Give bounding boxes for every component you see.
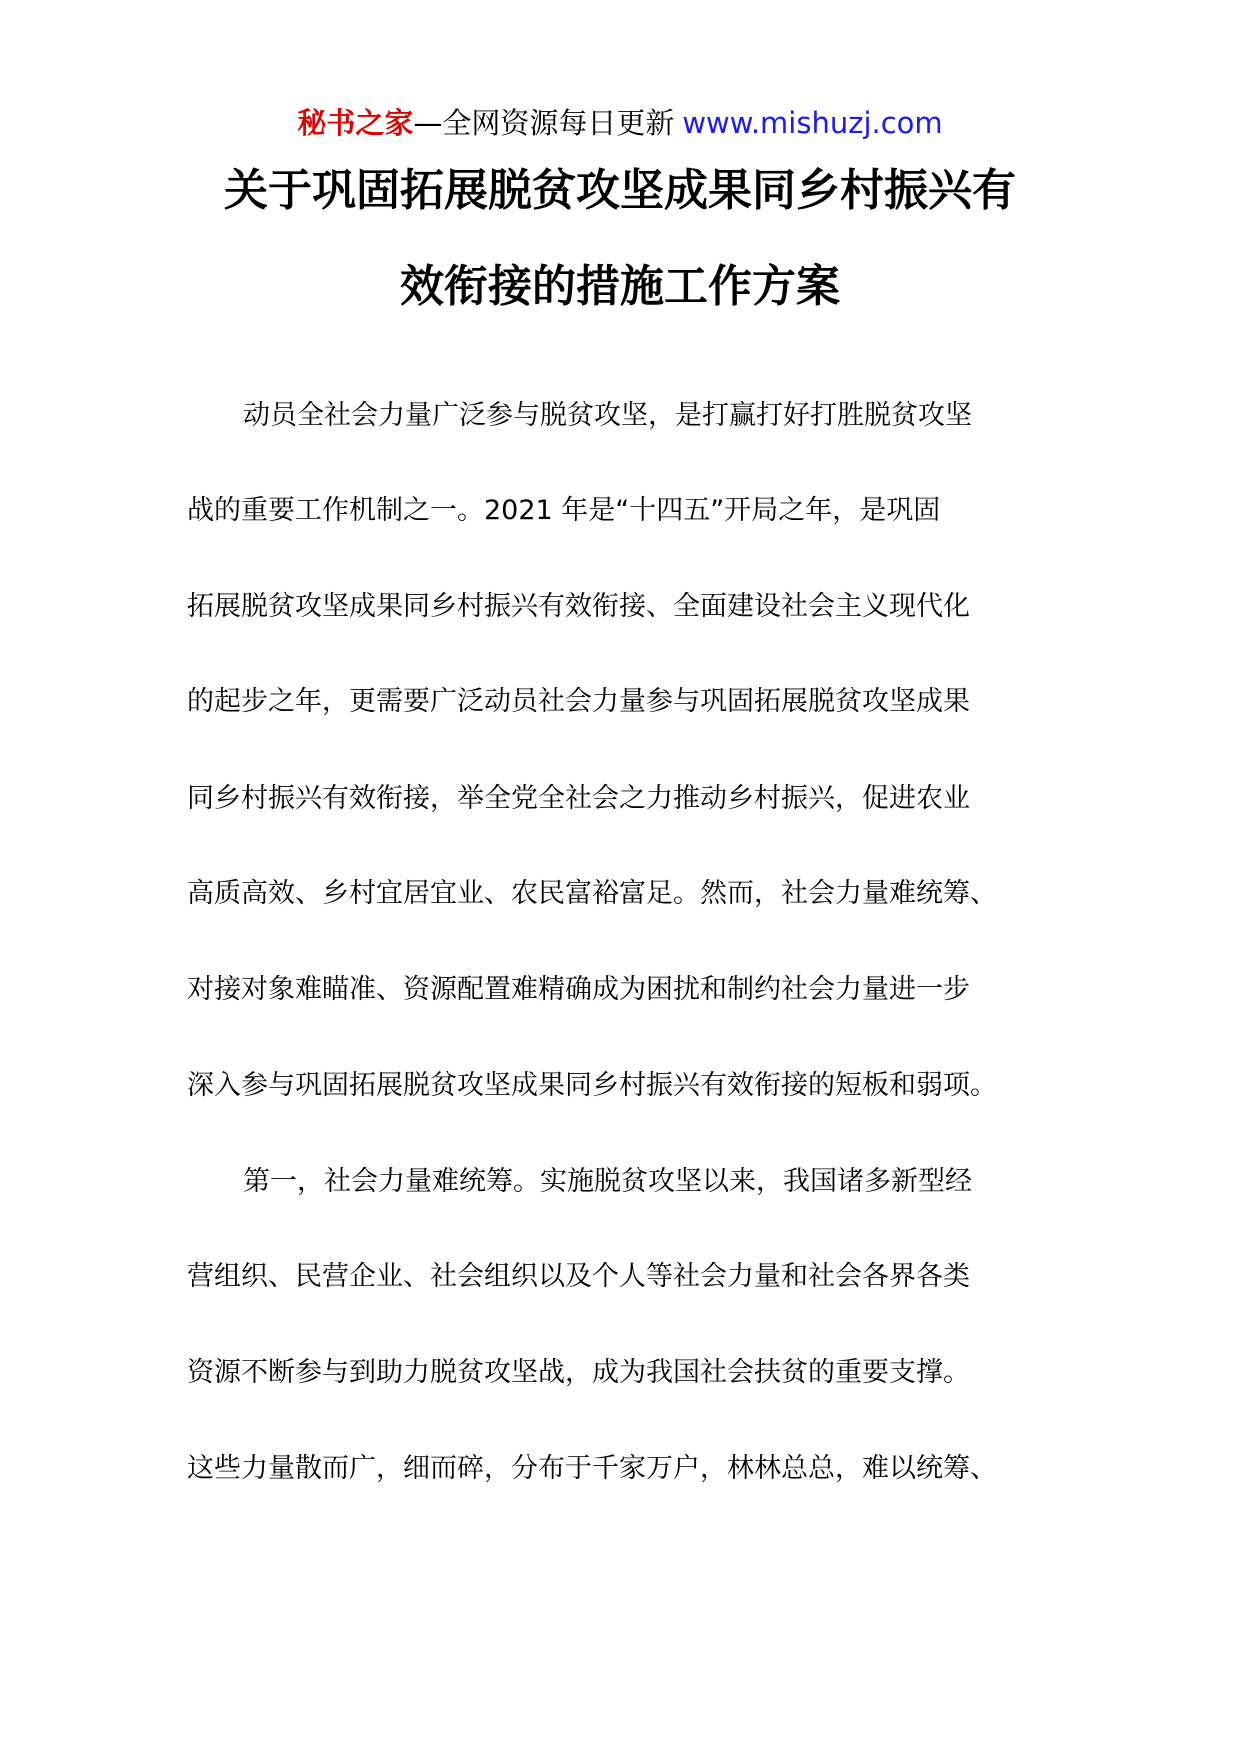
body-line: 营组织、民营企业、社会组织以及个人等社会力量和社会各界各类 [187,1261,970,1292]
body-line: 高质高效、乡村宜居宜业、农民富裕富足。然而，社会力量难统筹、 [187,878,997,909]
body-line: 第一，社会力量难统筹。实施脱贫攻坚以来，我国诸多新型经 [243,1166,972,1197]
document-title-line-2: 效衔接的措施工作方案 [400,261,840,312]
site-tagline: —全网资源每日更新 [413,106,675,140]
site-url-link[interactable]: www.mishuzj.com [682,106,943,140]
body-line: 深入参与巩固拓展脱贫攻坚成果同乡村振兴有效衔接的短板和弱项。 [187,1070,997,1101]
body-line: 对接对象难瞄准、资源配置难精确成为困扰和制约社会力量进一步 [187,974,970,1005]
body-line: 战的重要工作机制之一。2021 年是“十四五”开局之年，是巩固 [187,495,941,526]
body-line: 拓展脱贫攻坚成果同乡村振兴有效衔接、全面建设社会主义现代化 [187,591,970,622]
body-line: 动员全社会力量广泛参与脱贫攻坚，是打赢打好打胜脱贫攻坚 [243,400,972,431]
site-header [0,103,1240,143]
body-line: 这些力量散而广，细而碎，分布于千家万户，林林总总，难以统筹、 [187,1453,997,1484]
body-line: 资源不断参与到助力脱贫攻坚战，成为我国社会扶贫的重要支撑。 [187,1357,970,1388]
document-title-line-1: 关于巩固拓展脱贫攻坚成果同乡村振兴有 [224,165,1016,216]
body-line: 的起步之年，更需要广泛动员社会力量参与巩固拓展脱贫攻坚成果 [187,686,970,717]
site-brand: 秘书之家 [297,106,414,140]
body-line: 同乡村振兴有效衔接，举全党全社会之力推动乡村振兴，促进农业 [187,783,970,814]
